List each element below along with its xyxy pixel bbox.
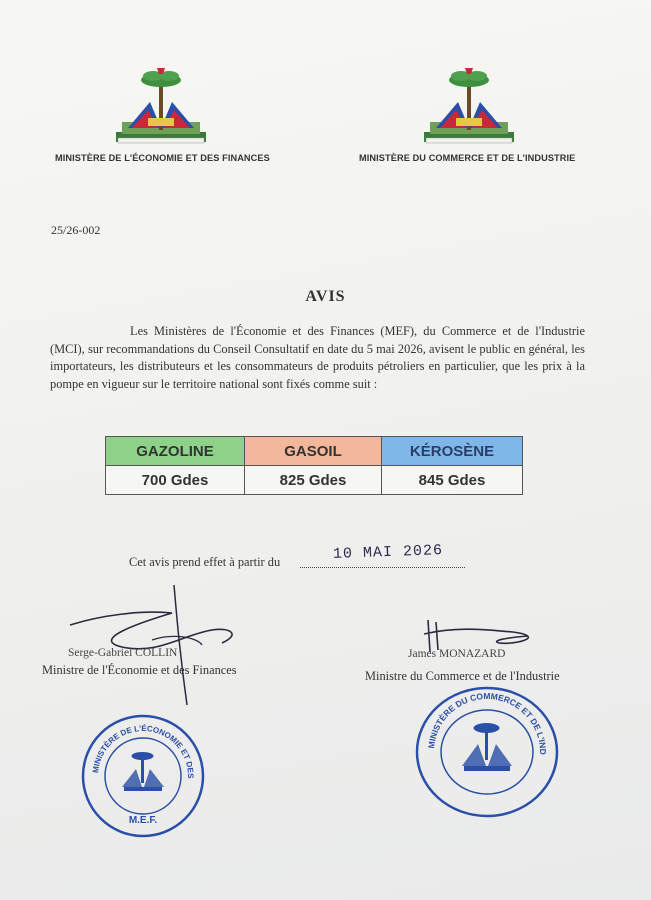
notice-title: AVIS	[305, 288, 346, 305]
header-kerosene: KÉROSÈNE	[382, 437, 523, 466]
ministry-header-left: MINISTÈRE DE L'ÉCONOMIE ET DES FINANCES	[55, 153, 270, 163]
ministry-header-right: MINISTÈRE DU COMMERCE ET DE L'INDUSTRIE	[359, 153, 576, 163]
svg-text:MINISTÈRE DU COMMERCE ET DE L': MINISTÈRE DU COMMERCE ET DE L'IND	[426, 690, 549, 755]
signatory-name-left: Serge-Gabriel COLLIN	[68, 647, 178, 659]
haiti-coat-of-arms-right	[416, 62, 522, 148]
haiti-coat-of-arms-left	[108, 62, 214, 148]
notice-paragraph: Les Ministères de l'Économie et des Finances (MEF), du Commerce et de l'Industrie (MCI), sur recommandations du Conseil Consultatif en date du 5 mai 2026, avisent le public en général, les importateurs, les distributeurs et les consommateurs de produits pétroliers en particulier, que les prix à la pompe en vigueur sur le territoire national sont fixés comme suit :	[50, 324, 585, 391]
price-gazoline: 700 Gdes	[106, 466, 245, 495]
mef-seal	[80, 713, 206, 844]
price-gasoil: 825 Gdes	[245, 466, 382, 495]
price-kerosene: 845 Gdes	[382, 466, 523, 495]
notice-body	[50, 323, 585, 393]
svg-text:MINISTÈRE DE L'ÉCONOMIE ET DES: MINISTÈRE DE L'ÉCONOMIE ET DES	[91, 723, 196, 779]
signatory-title-right: Ministre du Commerce et de l'Industrie	[365, 669, 560, 683]
fuel-price-table	[105, 436, 523, 495]
price-table-value-row	[106, 466, 523, 495]
mci-seal	[412, 684, 562, 825]
effective-date-stamp: 10 MAI 2026	[332, 542, 444, 563]
header-gasoil: GASOIL	[245, 437, 382, 466]
header-gazoline: GAZOLINE	[106, 437, 245, 466]
svg-text:M.E.F.: M.E.F.	[128, 815, 158, 826]
price-table-header-row	[106, 437, 523, 466]
effective-label: Cet avis prend effet à partir du	[129, 555, 281, 569]
signatory-name-right: James MONAZARD	[408, 648, 506, 660]
reference-number: 25/26-002	[51, 223, 101, 237]
signatory-title-left: Ministre de l'Économie et des Finances	[42, 663, 237, 677]
